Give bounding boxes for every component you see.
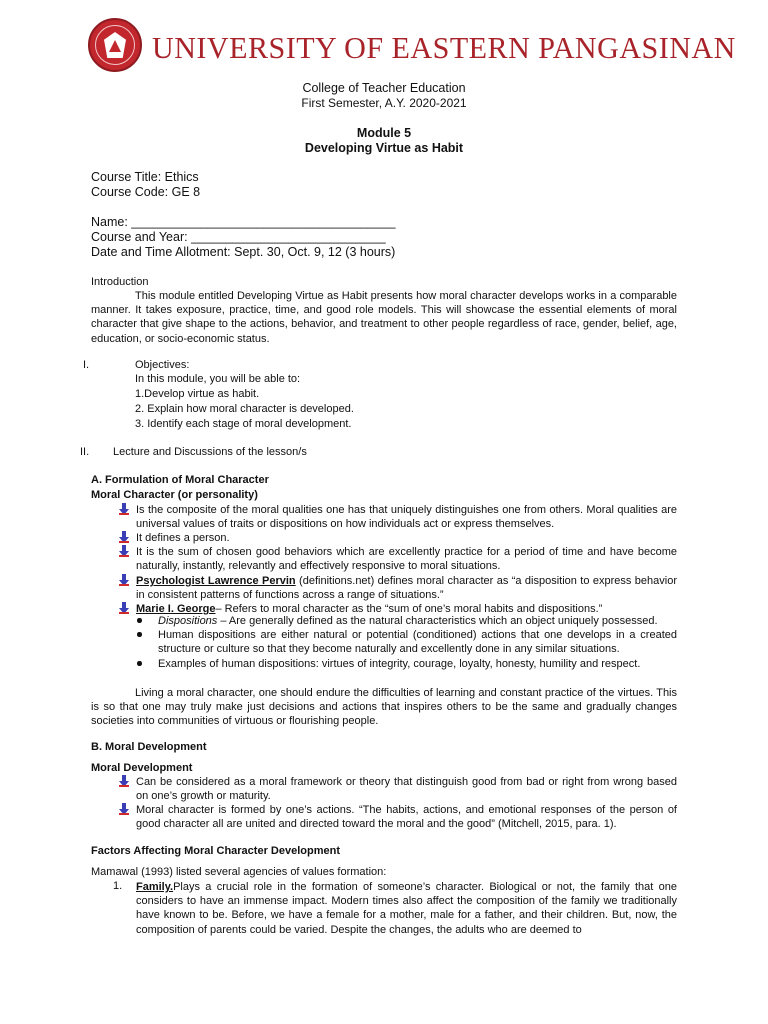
section-a-bullet: Is the composite of the moral qualities one has that uniquely distinguishes one from others. Moral qualities are universal values of traits or dispositions on how individuals act or express themselves.: [136, 504, 677, 531]
college-name: College of Teacher Education: [302, 81, 466, 95]
arrow-bullet-icon: [118, 531, 130, 543]
section-b-bullet: Can be considered as a moral framework or theory that distinguish good from bad or right from wrong based on one’s growth or maturity.: [136, 776, 677, 803]
semester: First Semester, A.Y. 2020-2021: [301, 96, 467, 110]
family-text: Plays a crucial role in the formation of someone’s character. Biological or not, the family that one considers to have an immense impact. Modern times also affect the composition of the family we traditionally have known to be. Before, we have a female for a mother, male for a father, and their children. But, now, the composition of parents could be varied. Despite the changes, the adults who are deemed to: [136, 881, 677, 936]
pervin-name: Psychologist Lawrence Pervin: [136, 575, 296, 587]
introduction-body: This module entitled Developing Virtue as Habit presents how moral character develops works in a comparable manner. It takes exposure, practice, time, and good role models. This will showcase the essential elements of moral character that give shape to the actions, behavior, and treatment to other people regardless of race, gender, belief, age, education, or socio-economic status.: [91, 290, 677, 345]
objective-item: 1.Develop virtue as habit.: [135, 388, 260, 400]
university-seal-icon: [88, 18, 142, 72]
course-year-field: Course and Year: ____________________________: [91, 230, 386, 244]
human-dispositions-item: Human dispositions are either natural or potential (conditioned) actions that one develops in a created structure or culture so that they become naturally and excellently done in any similar situations.: [158, 629, 677, 656]
arrow-bullet-icon: [118, 775, 130, 787]
family-factor: [136, 880, 677, 937]
university-header: [88, 18, 736, 76]
section-a-bullet: It is the sum of chosen good behaviors which are excellently practice for a period of time and have become naturally, instantly, relevantly and effectively responsive to moral situations.: [136, 546, 677, 573]
date-time-allotment: Date and Time Allotment: Sept. 30, Oct. 9, 12 (3 hours): [91, 245, 396, 259]
objective-item: 2. Explain how moral character is developed.: [135, 403, 354, 415]
objective-item: 3. Identify each stage of moral development.: [135, 418, 352, 430]
dispositions-text: – Are generally defined as the natural characteristics which an object uniquely possessed.: [217, 615, 658, 627]
objectives-heading: Objectives:: [135, 359, 190, 371]
section-a-subheading: Moral Character (or personality): [91, 489, 258, 501]
dispositions-item: [158, 614, 677, 628]
dispositions-term: Dispositions: [158, 615, 218, 627]
arrow-bullet-icon: [118, 574, 130, 586]
module-title: Developing Virtue as Habit: [304, 141, 464, 155]
george-definition: – Refers to moral character as the “sum of one’s moral habits and dispositions.”: [215, 603, 603, 615]
introduction-heading: Introduction: [91, 276, 149, 288]
arrow-bullet-icon: [118, 503, 130, 515]
lecture-heading: Lecture and Discussions of the lesson/s: [113, 446, 307, 458]
bullet-dot: [137, 618, 142, 623]
living-moral-character-paragraph: Living a moral character, one should endure the difficulties of learning and constant practice of the virtues. This is so that one may truly make just decisions and actions that inspires others to be the same and gradually changes societies into communities of virtuous or flourishing people.: [91, 687, 677, 728]
examples-item: Examples of human dispositions: virtues of integrity, courage, loyalty, honesty, humility and respect.: [158, 658, 641, 670]
family-term: Family.: [136, 881, 174, 893]
university-name: UNIVERSITY OF EASTERN PANGASINAN: [152, 30, 736, 65]
factors-heading: Factors Affecting Moral Character Development: [91, 845, 340, 857]
george-name: Marie I. George: [136, 603, 216, 615]
arrow-bullet-icon: [118, 545, 130, 557]
section-b-heading: B. Moral Development: [91, 741, 207, 753]
objectives-lead: In this module, you will be able to:: [135, 373, 301, 385]
section-a-bullet: It defines a person.: [136, 532, 230, 544]
factor-number: 1.: [113, 880, 123, 892]
factors-lead: Mamawal (1993) listed several agencies of values formation:: [91, 866, 387, 878]
section-a-bullet: [136, 574, 677, 602]
lecture-numeral: II.: [80, 446, 90, 458]
bullet-dot: [137, 632, 142, 637]
arrow-bullet-icon: [118, 803, 130, 815]
course-title: Course Title: Ethics: [91, 170, 199, 184]
section-b-bullet: Moral character is formed by one’s actions. “The habits, actions, and emotional responses of the person of good character all are united and directed toward the moral and the good” (Mitchell, 2015, para. 1).: [136, 804, 677, 831]
arrow-bullet-icon: [118, 602, 130, 614]
bullet-dot: [137, 661, 142, 666]
module-number: Module 5: [356, 126, 412, 140]
section-b-subheading: Moral Development: [91, 762, 193, 774]
objectives-numeral: I.: [83, 359, 90, 371]
section-a-heading: A. Formulation of Moral Character: [91, 474, 269, 486]
pervin-definition: (definitions.net) defines moral character as “a disposition to express behavior in consistent patterns of functions across a range of situations.”: [136, 575, 678, 602]
course-code: Course Code: GE 8: [91, 185, 201, 199]
name-field: Name: ______________________________________: [91, 215, 396, 229]
